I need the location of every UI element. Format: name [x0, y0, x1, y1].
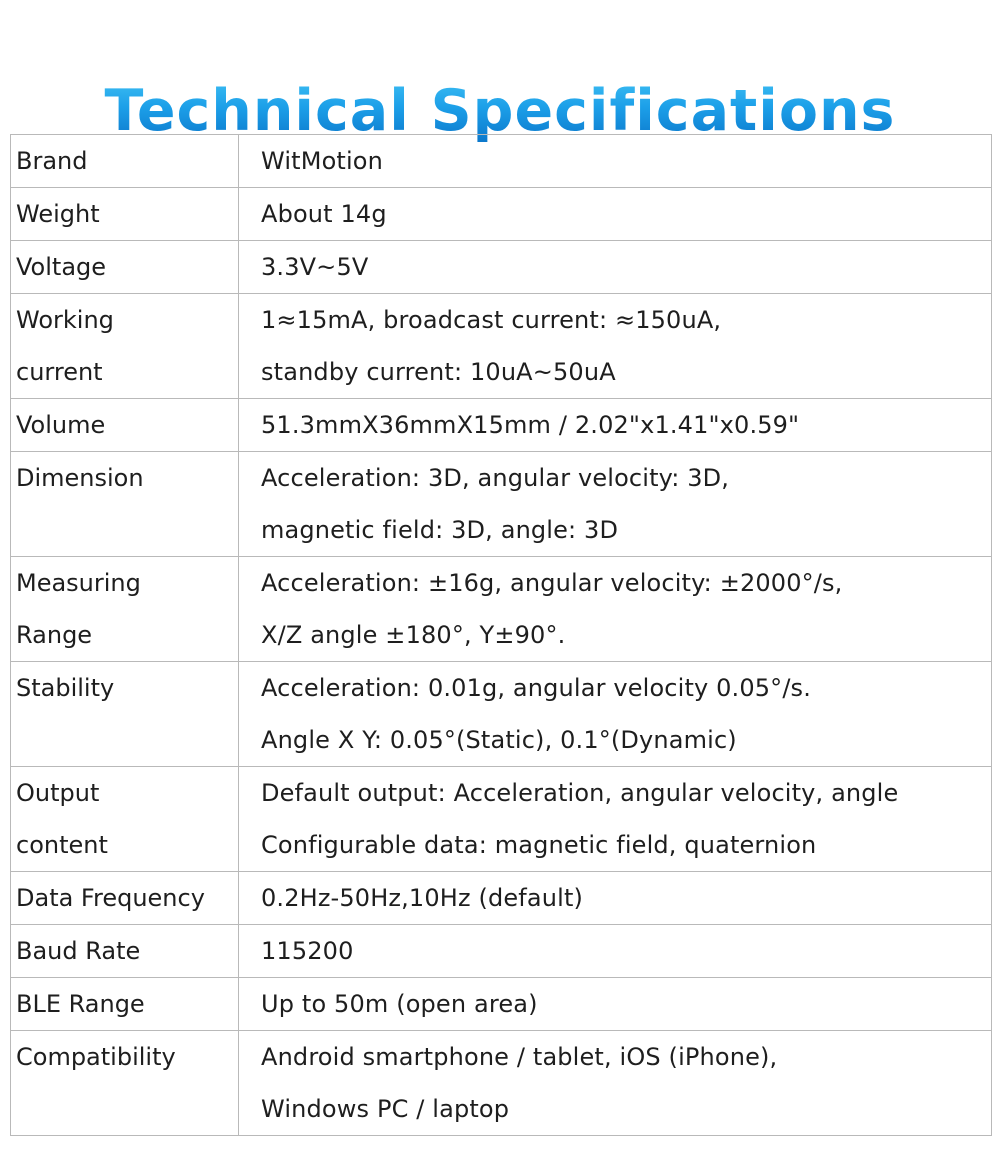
spec-label-line: current — [16, 358, 103, 386]
spec-label-line: Weight — [16, 200, 100, 228]
spec-value — [239, 1031, 992, 1136]
spec-label-line: Output — [16, 779, 100, 807]
spec-label-line: Data Frequency — [16, 884, 205, 912]
spec-row — [11, 1031, 992, 1136]
spec-value — [239, 872, 992, 925]
spec-row — [11, 767, 992, 872]
spec-value-line: Acceleration: 3D, angular velocity: 3D, — [261, 464, 730, 492]
spec-value — [239, 767, 992, 872]
spec-label-line: content — [16, 831, 108, 859]
spec-value-line: Up to 50m (open area) — [261, 990, 538, 1018]
spec-label — [11, 188, 239, 241]
spec-label-line: BLE Range — [16, 990, 145, 1018]
spec-label — [11, 925, 239, 978]
specifications-table-body — [11, 135, 992, 1136]
spec-row — [11, 399, 992, 452]
spec-row — [11, 241, 992, 294]
spec-label — [11, 557, 239, 662]
spec-value — [239, 188, 992, 241]
spec-value — [239, 452, 992, 557]
spec-value-line: magnetic field: 3D, angle: 3D — [261, 516, 619, 544]
spec-label-line: Working — [16, 306, 114, 334]
spec-value-line: Angle X Y: 0.05°(Static), 0.1°(Dynamic) — [261, 726, 737, 754]
spec-value — [239, 925, 992, 978]
spec-label — [11, 662, 239, 767]
spec-value — [239, 557, 992, 662]
spec-label-line: Range — [16, 621, 93, 649]
spec-value-line: Acceleration: ±16g, angular velocity: ±2000°/s, — [261, 569, 843, 597]
spec-value-line: 3.3V~5V — [261, 253, 369, 281]
spec-label-line: Brand — [16, 147, 88, 175]
spec-label-line: Stability — [16, 674, 115, 702]
spec-label — [11, 241, 239, 294]
spec-value-line: Android smartphone / tablet, iOS (iPhone), — [261, 1043, 778, 1071]
spec-row — [11, 925, 992, 978]
spec-value — [239, 662, 992, 767]
spec-row — [11, 188, 992, 241]
spec-label — [11, 872, 239, 925]
spec-label — [11, 767, 239, 872]
spec-label — [11, 978, 239, 1031]
spec-row — [11, 135, 992, 188]
spec-value — [239, 241, 992, 294]
spec-value-line: X/Z angle ±180°, Y±90°. — [261, 621, 566, 649]
spec-row — [11, 557, 992, 662]
spec-row — [11, 452, 992, 557]
spec-label — [11, 294, 239, 399]
spec-label-line: Compatibility — [16, 1043, 176, 1071]
spec-value-line: 1≈15mA, broadcast current: ≈150uA, — [261, 306, 722, 334]
page-title: Technical Specifications — [0, 76, 1000, 146]
spec-label-line: Volume — [16, 411, 106, 439]
spec-row — [11, 978, 992, 1031]
specifications-table — [10, 134, 992, 1136]
spec-label-line: Voltage — [16, 253, 107, 281]
spec-label-line: Baud Rate — [16, 937, 141, 965]
spec-label — [11, 399, 239, 452]
spec-row — [11, 662, 992, 767]
spec-row — [11, 872, 992, 925]
spec-value — [239, 399, 992, 452]
spec-label-line: Dimension — [16, 464, 144, 492]
spec-value-line: Configurable data: magnetic field, quaternion — [261, 831, 817, 859]
spec-value-line: Acceleration: 0.01g, angular velocity 0.05°/s. — [261, 674, 811, 702]
spec-value-line: 0.2Hz-50Hz,10Hz (default) — [261, 884, 584, 912]
spec-value-line: 115200 — [261, 937, 354, 965]
spec-row — [11, 294, 992, 399]
spec-value — [239, 978, 992, 1031]
spec-value — [239, 294, 992, 399]
spec-label-line: Measuring — [16, 569, 141, 597]
spec-label — [11, 452, 239, 557]
spec-value-line: Default output: Acceleration, angular velocity, angle — [261, 779, 899, 807]
spec-label — [11, 135, 239, 188]
spec-value-line: standby current: 10uA~50uA — [261, 358, 616, 386]
spec-value-line: 51.3mmX36mmX15mm / 2.02"x1.41"x0.59" — [261, 411, 800, 439]
spec-value-line: About 14g — [261, 200, 387, 228]
spec-value — [239, 135, 992, 188]
spec-value-line: WitMotion — [261, 147, 383, 175]
spec-value-line: Windows PC / laptop — [261, 1095, 510, 1123]
spec-label — [11, 1031, 239, 1136]
